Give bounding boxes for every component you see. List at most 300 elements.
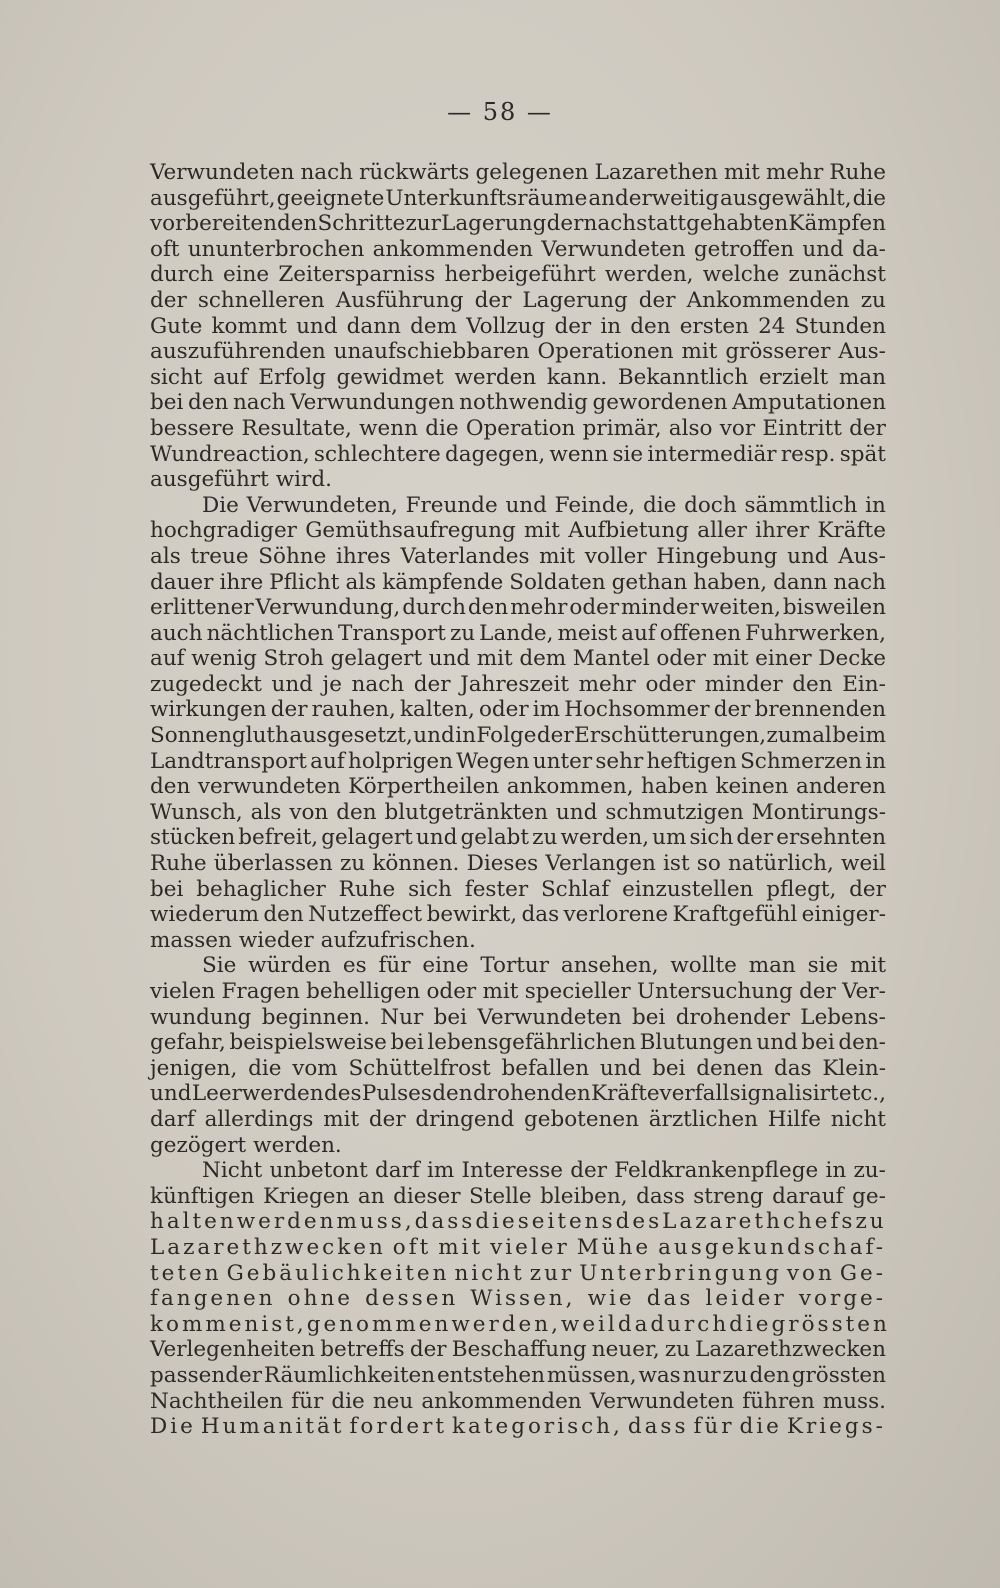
word: Stunden [794,313,886,339]
word: drohender [675,1004,790,1030]
word: Kräfteverfall [591,1081,730,1107]
word: den [187,390,229,416]
word: der [546,211,584,237]
word: Unterkunftsräume [385,185,588,211]
word: Ver- [842,979,886,1004]
word: unbetont [269,1158,368,1184]
word: durch [150,262,214,288]
word: Verwundeten [150,160,295,185]
word: Montirungs- [751,799,886,825]
word: Decke [818,646,886,672]
word: im [427,1158,455,1184]
word: erzielt [758,364,829,390]
text-line [150,1030,886,1056]
word: jenigen, [150,1055,238,1081]
word: intermediär [647,441,777,467]
word: ersehnten [776,825,886,851]
word: die [425,415,459,441]
word: brennenden [754,697,886,723]
text-line [150,851,886,877]
word: befallen [501,1055,590,1081]
word: vorge- [798,1286,886,1312]
word: bei [632,1004,666,1030]
text-line [150,749,886,775]
word: dadurch [617,1311,730,1337]
text-line [150,518,886,544]
word: einer [755,646,812,672]
word: Stroh [263,646,324,672]
word: Aus- [838,543,886,569]
word: dann [773,569,828,595]
text-line [150,672,886,698]
word: Erschütterungen, [574,723,767,749]
word: mit [438,1234,484,1260]
word: minder [704,671,783,697]
text-line [150,416,886,442]
word: man [838,364,886,390]
word: 24 [758,313,786,339]
word: entstehen [436,1362,545,1388]
word: Landtransport [150,748,307,774]
word: zunächst [788,262,886,288]
word: Jahreszeit [460,671,569,697]
word: in [825,1158,847,1184]
word: Gemüthsaufregung [305,518,516,544]
word: mit [539,543,576,569]
word: das [773,1055,812,1081]
word: muss, [336,1209,415,1235]
word: sämmtlich [744,492,858,518]
word: meist [557,620,618,646]
word: wird. [275,467,332,493]
word: nach [833,569,886,595]
word: Nachtheilen [150,1388,284,1414]
word: Lande, [479,620,554,646]
word: Tortur [480,953,550,979]
word: Feinde, [554,492,636,518]
word: holprigen [348,748,453,774]
text-line [150,621,886,647]
word: Nicht [202,1158,263,1184]
word: Lazarethchefs [662,1209,856,1235]
word: auf [621,620,656,646]
word: ihres [336,543,391,569]
word: zu- [853,1158,886,1184]
word: etc., [838,1081,886,1107]
word: Verwundeten [477,1004,622,1030]
text-line [150,365,886,391]
text-line [150,825,886,851]
word: die [248,1055,282,1081]
word: des [615,1209,663,1235]
word: man [748,953,796,979]
word: Kämpfen [788,211,886,237]
word: Aus- [838,339,886,365]
word: Lazarethzwecken [695,1337,886,1363]
word: bisweilen [782,595,886,621]
word: mit [323,1106,360,1132]
word: ersten [679,313,749,339]
word: aufzufrischen. [320,927,476,953]
word: Feldkrankenpflege [614,1158,819,1184]
word: ausgewählt, [720,185,852,211]
text-line [150,1414,886,1440]
word: getroffen [693,236,795,262]
word: der [554,313,592,339]
word: Ausführung [335,287,464,313]
word: gelegenen [475,160,589,185]
word: kommen [150,1311,262,1337]
word: Ruhe [150,851,207,877]
word: Verlangen [545,851,656,877]
word: auch [150,620,203,646]
word: würden [248,953,332,979]
word: Nur [380,1004,424,1030]
word: wenig [191,646,257,672]
word: wieder [238,927,314,953]
word: Ein- [842,671,886,697]
word: der [368,1106,406,1132]
word: ankommenden [421,1388,582,1414]
text-line [150,1107,886,1133]
word: sicht [150,364,203,390]
word: kommt [211,313,287,339]
word: nicht [454,1260,525,1286]
word: die [475,1209,518,1235]
word: Dieses [466,851,539,877]
word: Kriegs- [786,1414,886,1440]
word: gelabt [460,825,530,851]
word: für [693,1414,735,1440]
text-line [150,1311,890,1338]
word: im [532,697,561,723]
word: und [150,1081,192,1107]
word: in [600,313,622,339]
word: mehr [510,595,568,621]
text-line [150,1235,886,1261]
word: die [739,1414,782,1440]
word: ausgeführt [150,467,269,493]
word: erlittener [150,595,254,621]
word: rauhen, [311,697,396,723]
word: lebensgefährlichen [427,1030,636,1056]
word: Schüttelfrost [348,1055,491,1081]
text-line [150,1389,886,1415]
text-line [150,288,886,314]
word: Zeitersparniss [278,262,436,288]
word: werden, [451,1311,561,1337]
word: gelagert [330,646,423,672]
word: Wunsch, [150,799,243,825]
word: nach [232,390,286,416]
word: des [323,1081,362,1107]
word: dauer [150,569,214,595]
word: schnelleren [197,287,325,313]
text-line [150,1158,886,1184]
word: Hochsommer [564,697,710,723]
word: fangenen [150,1286,276,1312]
word: auf [310,748,345,774]
word: beim [832,723,886,749]
word: befreit, [238,825,319,851]
word: anderweitig [588,185,720,211]
word: überlassen [213,851,333,877]
word: mehr [578,671,636,697]
page-number: — 58 — [447,98,553,126]
word: bei [150,390,184,416]
word: ankommenden [372,236,533,262]
word: nach [583,211,637,237]
word: den [467,595,509,621]
word: pflegt, [766,876,837,902]
word: unaufschiebbaren [333,339,530,365]
word: Die [150,1414,196,1440]
word: gethan [611,569,688,595]
word: von [289,799,329,825]
word: der [849,415,886,441]
word: der [474,287,512,313]
word: Soldaten [509,569,606,595]
word: Aufbietung [568,518,689,544]
word: Eintritt [762,415,842,441]
word: der [638,287,676,313]
word: Hilfe [767,1106,821,1132]
word: kalten, [400,697,475,723]
word: Klein- [822,1055,886,1081]
word: können. [372,851,460,877]
word: zumal [766,723,832,749]
word: neu [372,1388,414,1414]
word: Kräfte [817,518,886,544]
word: Schritte [317,211,406,237]
word: auf [213,364,248,390]
word: heftigen [646,748,737,774]
word: nächtlichen [206,620,334,646]
word: Lazarethzwecken [150,1234,386,1260]
word: den [749,1362,790,1388]
text-line [150,186,886,212]
word: schmutzigen [605,799,744,825]
text-line [150,442,886,468]
word: ist, [261,1311,307,1337]
word: Nutzeffect [308,902,423,928]
word: und [428,646,471,672]
word: vor [719,415,756,441]
word: ihre [219,569,264,595]
word: gewidmet [336,364,444,390]
word: eine [422,953,469,979]
word: eine [222,262,270,288]
word: Wissen, [470,1286,576,1312]
text-line [150,1184,886,1210]
word: zugedeckt [150,671,262,697]
word: haben, [693,569,768,595]
word: Fuhrwerken, [745,620,886,646]
word: es [342,953,367,979]
word: muss. [822,1388,886,1414]
word: schlechtere [313,441,441,467]
word: ausgeführt, [150,185,276,211]
word: Untersuchung [636,979,793,1004]
word: anderen [796,774,886,800]
word: Operation [465,415,576,441]
word: aller [697,518,747,544]
word: den [336,799,377,825]
word: Amputationen [732,390,886,416]
word: wundung [150,1004,252,1030]
word: Verwundungen [290,390,455,416]
word: Körpertheilen [348,774,500,800]
word: was [638,1362,681,1388]
word: sie [612,441,644,467]
word: durch [402,595,466,621]
word: Leerwerden [191,1081,324,1107]
word: den [432,1081,473,1107]
word: Bekanntlich [617,364,749,390]
word: Sonnengluth [150,723,289,749]
word: werden, [604,262,694,288]
text-line [150,314,886,340]
word: um [652,825,687,851]
word: der [536,723,574,749]
text-line [150,1056,886,1082]
text-line [150,467,886,493]
word: vom [292,1055,338,1081]
word: als [250,799,282,825]
word: führen [742,1388,815,1414]
word: mit [476,646,513,672]
word: als [150,543,181,569]
word: in [865,748,886,774]
word: vieler [490,1234,570,1260]
word: kategorisch, [452,1414,623,1440]
word: leider [705,1286,787,1312]
word: Ge- [839,1260,886,1286]
word: mit [482,979,519,1004]
word: dem [519,646,567,672]
word: ärztlichen [648,1106,758,1132]
text-line [150,570,886,596]
word: künftigen [150,1183,255,1209]
text-line [150,646,886,672]
word: oder [426,979,477,1004]
word: vielen [150,979,216,1004]
word: ge- [852,1183,886,1209]
word: Vaterlandes [400,543,530,569]
word: an [357,1183,385,1209]
word: in [865,492,886,518]
word: seitens [517,1209,616,1235]
word: zu [532,825,558,851]
word: Wundreaction, [150,441,310,467]
word: gelagert [321,825,413,851]
word: darf [150,1106,195,1132]
word: dringend [415,1106,515,1132]
word: so [696,851,721,877]
word: bei [801,1030,835,1056]
word: den [792,671,833,697]
word: werden [454,364,537,390]
word: allerdings [204,1106,314,1132]
word: Söhne [258,543,327,569]
word: beispielsweise [229,1030,387,1056]
word: zur [405,211,441,237]
word: herbeigeführt [444,262,596,288]
word: gefahr, [150,1030,226,1056]
word: darauf [772,1183,844,1209]
word: vorbereitenden [150,211,318,237]
word: Lebens- [800,1004,886,1030]
word: oder [645,671,696,697]
word: auf [150,646,185,672]
word: sich [689,825,734,851]
word: und [413,723,455,749]
word: Freunde [405,492,498,518]
word: werden, [560,825,650,851]
word: spät [839,441,886,467]
text-line [150,774,886,800]
word: resp. [780,441,836,467]
word: das [521,902,560,928]
word: zu [449,620,476,646]
text-line [150,339,886,365]
word: bei [390,1030,424,1056]
word: verwundeten [197,774,341,800]
word: halten [150,1209,237,1235]
word: specieller [524,979,631,1004]
text-line [150,1363,886,1389]
word: den- [838,1030,886,1056]
word: Verlegenheiten [150,1337,316,1363]
word: doch [684,492,737,518]
word: einiger- [801,902,886,928]
word: bei [433,1004,467,1030]
word: wollte [670,953,737,979]
word: wie [587,1286,635,1312]
word: drohenden [472,1081,591,1107]
word: den [150,774,191,800]
word: streng [693,1183,764,1209]
word: weil [841,851,886,877]
word: Vollzug [466,313,546,339]
word: werden. [253,1132,342,1158]
word: Pflicht [269,569,340,595]
word: und [296,313,338,339]
word: denen [696,1055,764,1081]
word: minder [621,595,699,621]
text-line [150,237,886,263]
word: bei [150,876,184,902]
word: und [787,543,829,569]
word: Gute [150,313,203,339]
word: weiten, [700,595,781,621]
word: der [849,876,886,902]
word: Wegen [456,748,530,774]
word: Gebäulichkeiten [226,1260,450,1286]
word: hochgradiger [150,518,297,544]
word: Pulses [361,1081,432,1107]
word: gewordenen [592,390,728,416]
word: teten [150,1260,222,1286]
word: Fragen [221,979,300,1004]
text-line [150,902,886,928]
word: ununterbrochen [187,236,365,262]
word: dessen [365,1286,459,1312]
word: bewirkt, [426,902,518,928]
word: kann. [546,364,608,390]
word: ausgesetzt, [289,723,413,749]
word: Operationen [537,339,674,365]
